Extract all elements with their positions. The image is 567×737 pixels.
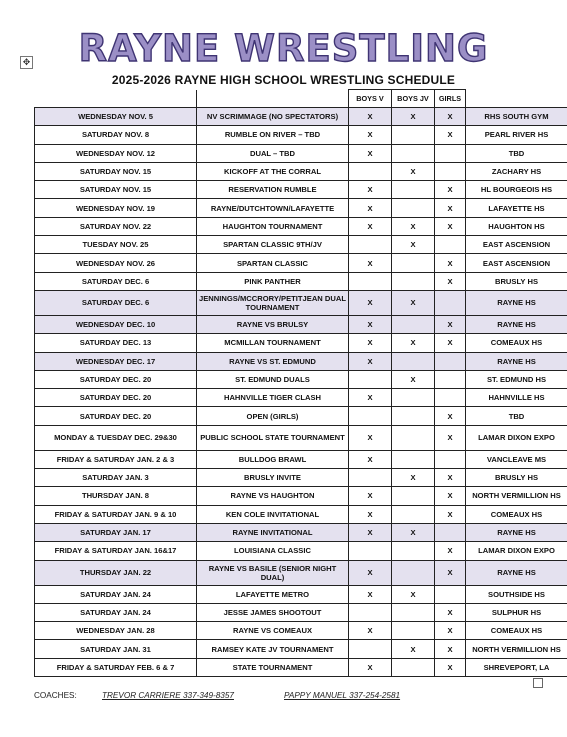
cell-date: WEDNESDAY NOV. 5 (35, 108, 197, 126)
cell-boys-varsity: X (349, 560, 392, 585)
cell-boys-jv: X (392, 640, 435, 658)
cell-location: HL BOURGEOIS HS (466, 181, 567, 199)
cell-date: WEDNESDAY NOV. 12 (35, 144, 197, 162)
header-boys-varsity: BOYS V (349, 90, 392, 108)
cell-date: SATURDAY JAN. 3 (35, 469, 197, 487)
cell-location: RHS SOUTH GYM (466, 108, 567, 126)
table-row (35, 450, 567, 468)
cell-date: MONDAY & TUESDAY DEC. 29&30 (35, 425, 197, 450)
cell-location: RAYNE HS (466, 560, 567, 585)
table-row (35, 603, 567, 621)
cell-girls: X (435, 640, 466, 658)
table-row (35, 407, 567, 425)
cell-boys-varsity: X (349, 181, 392, 199)
cell-date: SATURDAY DEC. 13 (35, 334, 197, 352)
cell-girls (435, 290, 466, 315)
cell-event: ST. EDMUND DUALS (197, 370, 349, 388)
cell-boys-jv (392, 352, 435, 370)
cell-location: VANCLEAVE MS (466, 450, 567, 468)
cell-event: KEN COLE INVITATIONAL (197, 505, 349, 523)
cell-boys-jv: X (392, 334, 435, 352)
cell-boys-varsity: X (349, 108, 392, 126)
cell-event: PINK PANTHER (197, 272, 349, 290)
cell-boys-varsity: X (349, 622, 392, 640)
cell-girls: X (435, 469, 466, 487)
cell-event: LAFAYETTE METRO (197, 585, 349, 603)
cell-boys-varsity: X (349, 126, 392, 144)
cell-girls: X (435, 272, 466, 290)
cell-girls: X (435, 254, 466, 272)
cell-event: JENNINGS/MCCRORY/PETITJEAN DUAL TOURNAMENT (197, 290, 349, 315)
cell-event: RAYNE/DUTCHTOWN/LAFAYETTE (197, 199, 349, 217)
cell-boys-varsity (349, 640, 392, 658)
cell-boys-varsity: X (349, 334, 392, 352)
page-title: RAYNE WRESTLING (78, 27, 489, 70)
cell-location: RAYNE HS (466, 315, 567, 333)
cell-date: SATURDAY NOV. 15 (35, 162, 197, 180)
cell-event: RAMSEY KATE JV TOURNAMENT (197, 640, 349, 658)
cell-location: RAYNE HS (466, 352, 567, 370)
cell-location: LAMAR DIXON EXPO (466, 542, 567, 560)
header-date (35, 90, 197, 108)
cell-boys-varsity: X (349, 425, 392, 450)
cell-boys-varsity: X (349, 450, 392, 468)
table-row (35, 560, 567, 585)
cell-boys-jv (392, 144, 435, 162)
cell-boys-varsity (349, 603, 392, 621)
cell-boys-jv: X (392, 108, 435, 126)
cell-boys-varsity: X (349, 199, 392, 217)
cell-location: BRUSLY HS (466, 469, 567, 487)
cell-boys-varsity: X (349, 585, 392, 603)
cell-boys-jv (392, 315, 435, 333)
cell-date: TUESDAY NOV. 25 (35, 236, 197, 254)
cell-date: WEDNESDAY NOV. 19 (35, 199, 197, 217)
cell-event: KICKOFF AT THE CORRAL (197, 162, 349, 180)
cell-date: SATURDAY DEC. 20 (35, 389, 197, 407)
cell-boys-jv (392, 487, 435, 505)
cell-boys-jv: X (392, 370, 435, 388)
table-row (35, 126, 567, 144)
coaches-label: COACHES: (34, 691, 77, 700)
table-row (35, 585, 567, 603)
table-row (35, 334, 567, 352)
cell-boys-jv: X (392, 523, 435, 541)
cell-location: COMEAUX HS (466, 622, 567, 640)
cell-girls (435, 450, 466, 468)
cell-boys-varsity: X (349, 315, 392, 333)
cell-girls (435, 523, 466, 541)
cell-girls (435, 585, 466, 603)
cell-boys-jv: X (392, 217, 435, 235)
table-row (35, 658, 567, 676)
cell-event: BULLDOG BRAWL (197, 450, 349, 468)
cell-girls (435, 352, 466, 370)
cell-event: MCMILLAN TOURNAMENT (197, 334, 349, 352)
cell-girls: X (435, 334, 466, 352)
cell-event: PUBLIC SCHOOL STATE TOURNAMENT (197, 425, 349, 450)
cell-boys-varsity: X (349, 254, 392, 272)
cell-location: COMEAUX HS (466, 505, 567, 523)
cell-date: SATURDAY NOV. 15 (35, 181, 197, 199)
move-handle-icon[interactable]: ✥ (20, 56, 33, 69)
cell-boys-jv (392, 272, 435, 290)
cell-boys-jv (392, 658, 435, 676)
table-row (35, 352, 567, 370)
cell-date: FRIDAY & SATURDAY JAN. 9 & 10 (35, 505, 197, 523)
table-row (35, 290, 567, 315)
cell-girls: X (435, 622, 466, 640)
cell-girls (435, 370, 466, 388)
cell-girls: X (435, 542, 466, 560)
cell-location: ZACHARY HS (466, 162, 567, 180)
table-row (35, 523, 567, 541)
cell-girls: X (435, 425, 466, 450)
cell-girls: X (435, 658, 466, 676)
table-row (35, 144, 567, 162)
coach-trevor-carriere: TREVOR CARRIERE 337-349-8357 (102, 691, 234, 700)
cell-date: WEDNESDAY NOV. 26 (35, 254, 197, 272)
cell-location: ST. EDMUND HS (466, 370, 567, 388)
cell-date: FRIDAY & SATURDAY JAN. 2 & 3 (35, 450, 197, 468)
cell-girls: X (435, 108, 466, 126)
cell-boys-jv (392, 181, 435, 199)
table-row (35, 505, 567, 523)
cell-boys-jv (392, 560, 435, 585)
cell-event: BRUSLY INVITE (197, 469, 349, 487)
cell-boys-varsity: X (349, 389, 392, 407)
cell-date: SATURDAY JAN. 24 (35, 603, 197, 621)
cell-girls (435, 144, 466, 162)
cell-location: EAST ASCENSION (466, 236, 567, 254)
cell-girls: X (435, 181, 466, 199)
cell-event: RAYNE VS HAUGHTON (197, 487, 349, 505)
cell-boys-jv (392, 603, 435, 621)
cell-boys-varsity (349, 407, 392, 425)
cell-boys-varsity (349, 272, 392, 290)
cell-girls: X (435, 315, 466, 333)
cell-location: SOUTHSIDE HS (466, 585, 567, 603)
cell-location: SHREVEPORT, LA (466, 658, 567, 676)
cell-event: RESERVATION RUMBLE (197, 181, 349, 199)
table-row (35, 162, 567, 180)
cell-date: SATURDAY JAN. 24 (35, 585, 197, 603)
table-row (35, 640, 567, 658)
table-row (35, 272, 567, 290)
cell-location: BRUSLY HS (466, 272, 567, 290)
cell-girls: X (435, 560, 466, 585)
cell-date: SATURDAY JAN. 31 (35, 640, 197, 658)
cell-date: WEDNESDAY DEC. 17 (35, 352, 197, 370)
cell-boys-varsity (349, 469, 392, 487)
cell-event: OPEN (GIRLS) (197, 407, 349, 425)
table-row (35, 254, 567, 272)
table-row (35, 469, 567, 487)
cell-boys-varsity (349, 370, 392, 388)
cell-boys-jv: X (392, 290, 435, 315)
cell-boys-varsity: X (349, 290, 392, 315)
schedule-body (35, 108, 567, 677)
cell-event: RAYNE VS BRULSY (197, 315, 349, 333)
cell-location: TBD (466, 407, 567, 425)
cell-event: HAHNVILLE TIGER CLASH (197, 389, 349, 407)
cell-date: THURSDAY JAN. 8 (35, 487, 197, 505)
table-row (35, 487, 567, 505)
cell-location: PEARL RIVER HS (466, 126, 567, 144)
coach-pappy-manuel: PAPPY MANUEL 337-254-2581 (284, 691, 401, 700)
cell-date: SATURDAY NOV. 8 (35, 126, 197, 144)
cell-boys-varsity: X (349, 217, 392, 235)
cell-date: WEDNESDAY DEC. 10 (35, 315, 197, 333)
cell-boys-jv (392, 622, 435, 640)
cell-boys-varsity (349, 162, 392, 180)
cell-boys-varsity (349, 542, 392, 560)
cell-girls: X (435, 407, 466, 425)
cell-boys-varsity: X (349, 658, 392, 676)
cell-date: SATURDAY NOV. 22 (35, 217, 197, 235)
cell-girls (435, 162, 466, 180)
cell-location: NORTH VERMILLION HS (466, 640, 567, 658)
cell-date: THURSDAY JAN. 22 (35, 560, 197, 585)
cell-location: HAUGHTON HS (466, 217, 567, 235)
cell-event: JESSE JAMES SHOOTOUT (197, 603, 349, 621)
header-boys-jv: BOYS JV (392, 90, 435, 108)
cell-girls (435, 236, 466, 254)
cell-boys-jv (392, 389, 435, 407)
cell-boys-varsity: X (349, 487, 392, 505)
cell-event: LOUISIANA CLASSIC (197, 542, 349, 560)
cell-event: RAYNE VS ST. EDMUND (197, 352, 349, 370)
cell-boys-jv (392, 407, 435, 425)
cell-location: NORTH VERMILLION HS (466, 487, 567, 505)
table-row (35, 622, 567, 640)
cell-girls: X (435, 199, 466, 217)
cell-boys-jv: X (392, 469, 435, 487)
cell-location: COMEAUX HS (466, 334, 567, 352)
cell-boys-jv (392, 542, 435, 560)
cell-event: HAUGHTON TOURNAMENT (197, 217, 349, 235)
cell-girls: X (435, 217, 466, 235)
cell-boys-varsity: X (349, 352, 392, 370)
cell-boys-jv: X (392, 236, 435, 254)
cell-boys-jv (392, 505, 435, 523)
cell-date: SATURDAY DEC. 6 (35, 272, 197, 290)
cell-girls: X (435, 505, 466, 523)
cell-boys-varsity: X (349, 144, 392, 162)
cell-boys-varsity: X (349, 523, 392, 541)
cell-date: WEDNESDAY JAN. 28 (35, 622, 197, 640)
cell-boys-jv (392, 199, 435, 217)
table-header-row (35, 90, 567, 108)
cell-date: SATURDAY DEC. 20 (35, 370, 197, 388)
table-row (35, 217, 567, 235)
cell-girls (435, 389, 466, 407)
cell-date: SATURDAY JAN. 17 (35, 523, 197, 541)
header-location (466, 90, 567, 108)
table-row (35, 370, 567, 388)
cell-event: SPARTAN CLASSIC (197, 254, 349, 272)
table-row (35, 199, 567, 217)
table-row (35, 181, 567, 199)
cell-boys-varsity (349, 236, 392, 254)
table-row (35, 389, 567, 407)
cell-location: LAFAYETTE HS (466, 199, 567, 217)
schedule-subtitle: 2025-2026 RAYNE HIGH SCHOOL WRESTLING SCHEDULE (111, 73, 456, 87)
corner-resize-handle[interactable] (533, 678, 543, 688)
table-row (35, 425, 567, 450)
cell-event: NV SCRIMMAGE (NO SPECTATORS) (197, 108, 349, 126)
cell-location: EAST ASCENSION (466, 254, 567, 272)
cell-date: FRIDAY & SATURDAY FEB. 6 & 7 (35, 658, 197, 676)
cell-location: SULPHUR HS (466, 603, 567, 621)
table-row (35, 542, 567, 560)
cell-boys-jv (392, 450, 435, 468)
cell-date: FRIDAY & SATURDAY JAN. 16&17 (35, 542, 197, 560)
cell-event: DUAL – TBD (197, 144, 349, 162)
table-row (35, 108, 567, 126)
cell-event: SPARTAN CLASSIC 9TH/JV (197, 236, 349, 254)
cell-event: RUMBLE ON RIVER – TBD (197, 126, 349, 144)
cell-location: TBD (466, 144, 567, 162)
cell-event: RAYNE VS COMEAUX (197, 622, 349, 640)
cell-girls: X (435, 487, 466, 505)
cell-location: RAYNE HS (466, 290, 567, 315)
cell-event: RAYNE VS BASILE (SENIOR NIGHT DUAL) (197, 560, 349, 585)
cell-boys-jv (392, 425, 435, 450)
cell-date: SATURDAY DEC. 20 (35, 407, 197, 425)
cell-event: STATE TOURNAMENT (197, 658, 349, 676)
cell-location: LAMAR DIXON EXPO (466, 425, 567, 450)
cell-location: RAYNE HS (466, 523, 567, 541)
cell-boys-jv: X (392, 585, 435, 603)
table-row (35, 236, 567, 254)
header-girls: GIRLS (435, 90, 466, 108)
cell-boys-jv (392, 126, 435, 144)
cell-boys-jv: X (392, 162, 435, 180)
cell-girls: X (435, 126, 466, 144)
cell-boys-varsity: X (349, 505, 392, 523)
cell-date: SATURDAY DEC. 6 (35, 290, 197, 315)
table-row (35, 315, 567, 333)
cell-location: HAHNVILLE HS (466, 389, 567, 407)
cell-boys-jv (392, 254, 435, 272)
coaches-footer (34, 691, 400, 700)
schedule-table (34, 89, 567, 677)
cell-event: RAYNE INVITATIONAL (197, 523, 349, 541)
cell-girls: X (435, 603, 466, 621)
header-event (197, 90, 349, 108)
